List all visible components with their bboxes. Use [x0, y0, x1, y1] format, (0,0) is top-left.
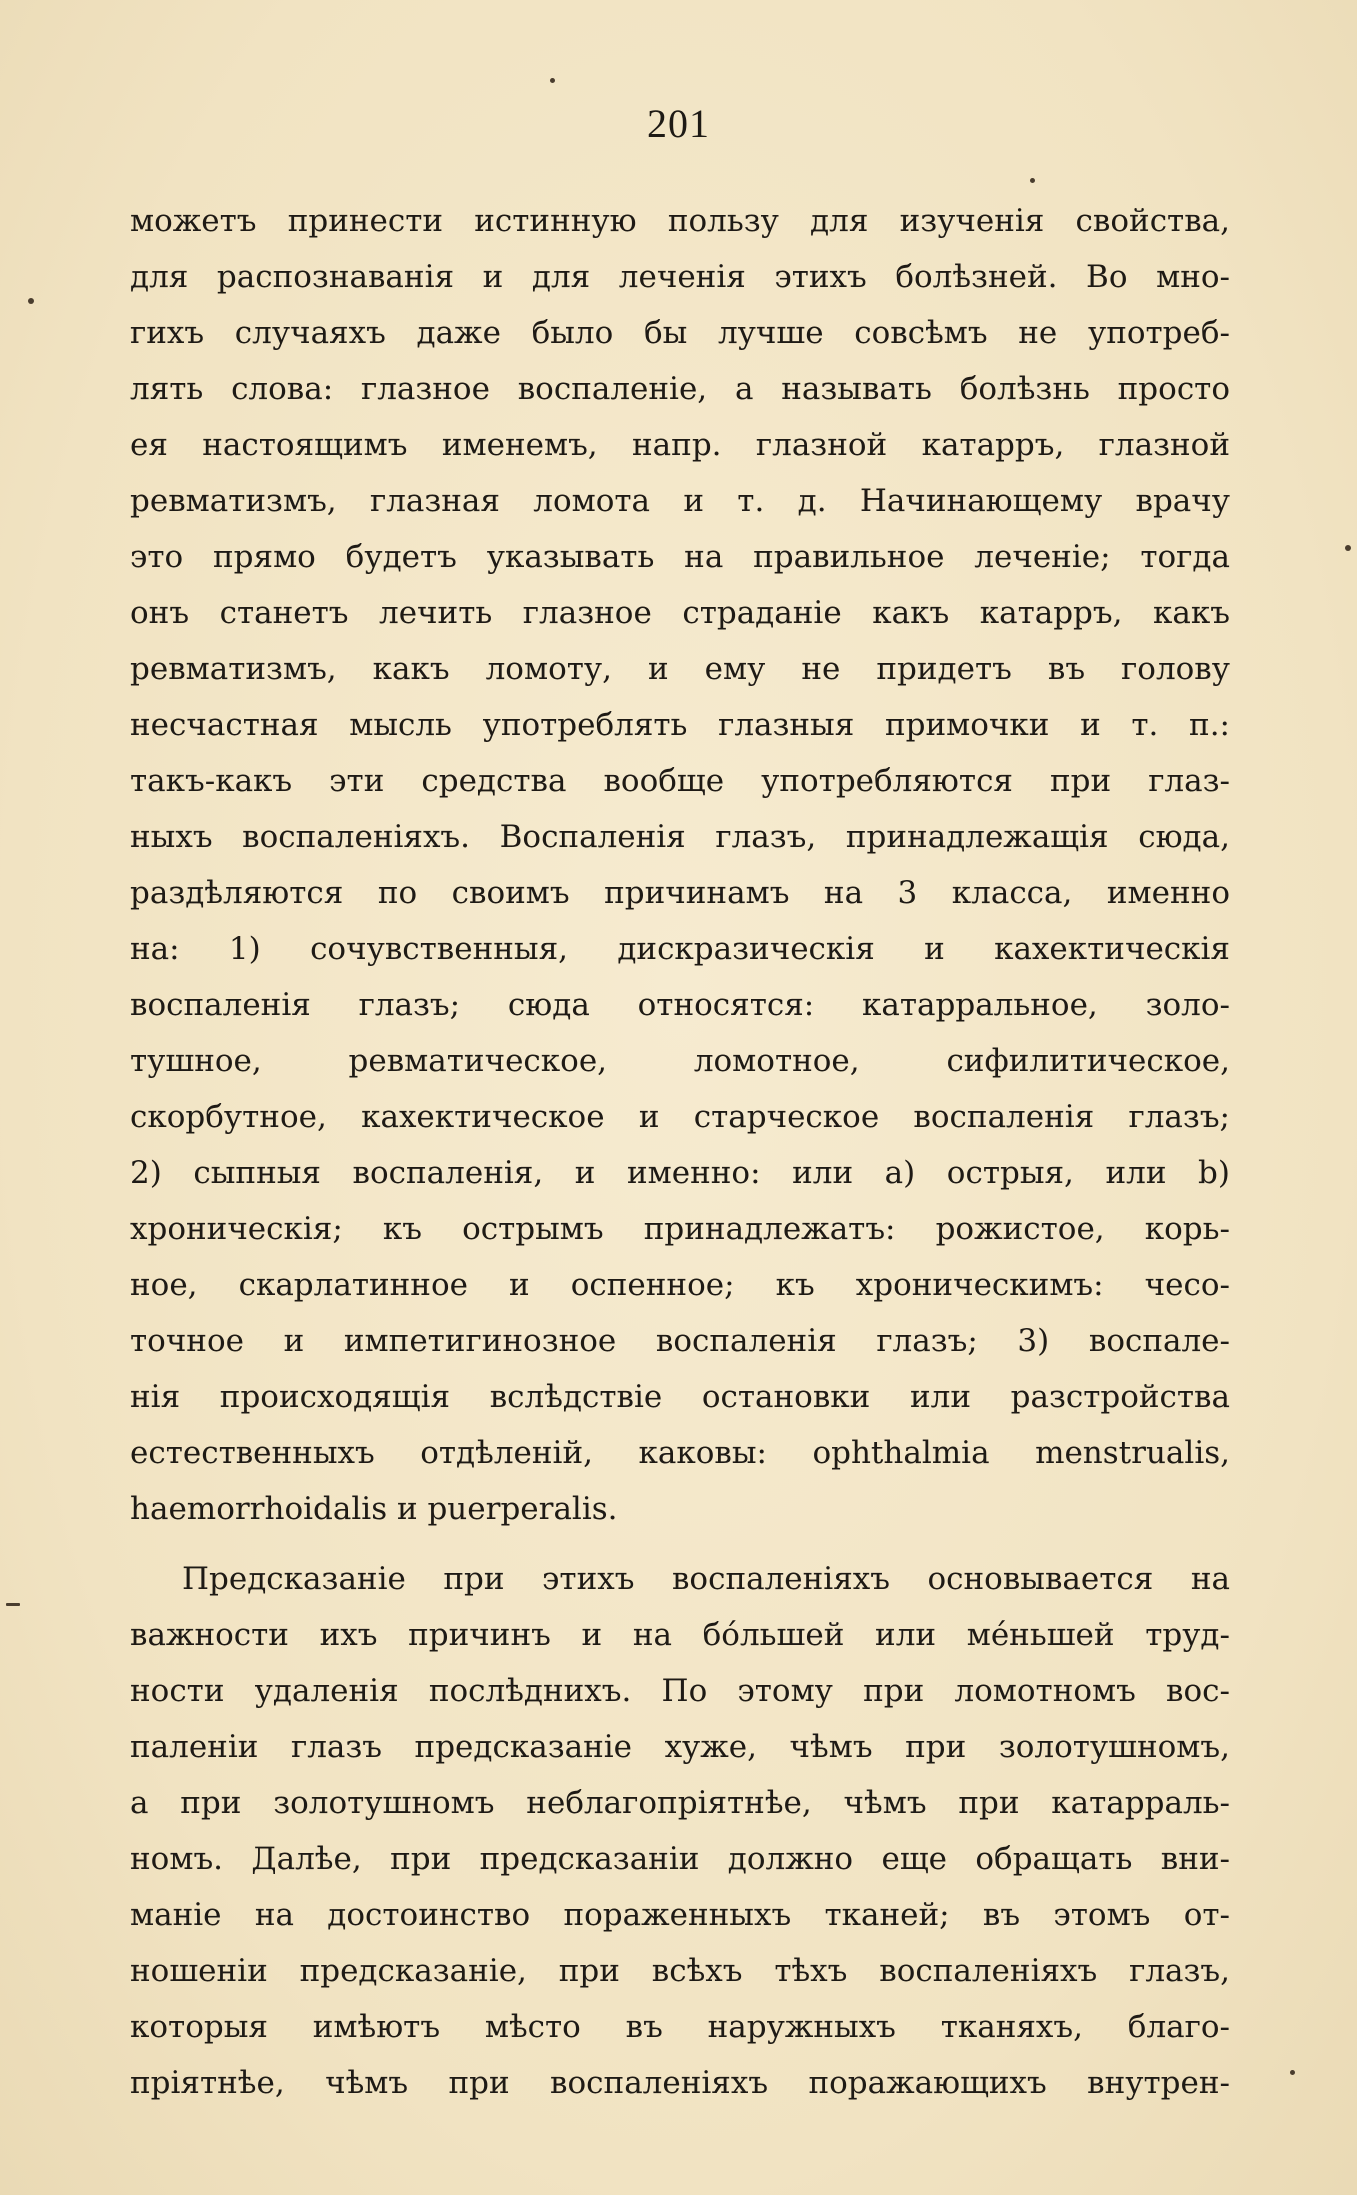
body-text: [130, 193, 1230, 2111]
text-line: пріятнѣе, чѣмъ при воспаленіяхъ поражающихъ внутрен-: [130, 2065, 1230, 2101]
text-line: ношеніи предсказаніе, при всѣхъ тѣхъ воспаленіяхъ глазъ,: [130, 1953, 1230, 1989]
text-line: раздѣляются по своимъ причинамъ на 3 класса, именно: [130, 875, 1230, 911]
text-line: скорбутное, кахектическое и старческое воспаленія глазъ;: [130, 1099, 1230, 1135]
text-line: для распознаванія и для леченія этихъ болѣзней. Во мно-: [130, 259, 1230, 295]
page-number: 201: [647, 101, 710, 146]
text-line: хроническія; къ острымъ принадлежатъ: рожистое, корь-: [130, 1211, 1230, 1247]
text-line: важности ихъ причинъ и на бо́льшей или ме́ньшей труд-: [130, 1617, 1230, 1653]
ink-speck: [28, 298, 34, 304]
text-line: лять слова: глазное воспаленіе, а называть болѣзнь просто: [130, 371, 1230, 407]
ink-speck: [1030, 178, 1035, 183]
paragraph-2: [130, 1551, 1230, 2111]
text-line: тушное, ревматическое, ломотное, сифилитическое,: [130, 1043, 1230, 1079]
text-line: ревматизмъ, какъ ломоту, и ему не придетъ въ голову: [130, 651, 1230, 687]
text-line: такъ-какъ эти средства вообще употребляются при глаз-: [130, 763, 1230, 799]
text-line: которыя имѣютъ мѣсто въ наружныхъ тканяхъ, благо-: [130, 2009, 1230, 2045]
text-line: на: 1) сочувственныя, дискразическія и кахектическія: [130, 931, 1230, 967]
text-line: точное и импетигинозное воспаленія глазъ; 3) воспале-: [130, 1323, 1230, 1359]
text-line: haemorrhoidalis и puerperalis.: [130, 1491, 618, 1527]
text-line: гихъ случаяхъ даже было бы лучше совсѣмъ не употреб-: [130, 315, 1230, 351]
paragraph-1: [130, 193, 1230, 1537]
ink-speck: [550, 78, 555, 83]
text-line: номъ. Далѣе, при предсказаніи должно еще обращать вни-: [130, 1841, 1230, 1877]
text-line: паленіи глазъ предсказаніе хуже, чѣмъ при золотушномъ,: [130, 1729, 1230, 1765]
text-line: нія происходящія вслѣдствіе остановки или разстройства: [130, 1379, 1230, 1415]
text-line: ное, скарлатинное и оспенное; къ хроническимъ: чесо-: [130, 1267, 1230, 1303]
text-line: а при золотушномъ неблагопріятнѣе, чѣмъ при катарраль-: [130, 1785, 1230, 1821]
ink-speck: [1290, 2070, 1295, 2075]
text-line: Предсказаніе при этихъ воспаленіяхъ основывается на: [182, 1561, 1230, 1597]
ink-speck: [1345, 545, 1351, 551]
text-line: это прямо будетъ указывать на правильное леченіе; тогда: [130, 539, 1230, 575]
paragraph-gap: [130, 1537, 1230, 1551]
text-line: ныхъ воспаленіяхъ. Воспаленія глазъ, принадлежащія сюда,: [130, 819, 1230, 855]
ink-speck: [6, 1603, 20, 1606]
text-line: можетъ принести истинную пользу для изученія свойства,: [130, 203, 1230, 239]
text-line: естественныхъ отдѣленій, каковы: ophthalmia menstrualis,: [130, 1435, 1230, 1471]
text-line: воспаленія глазъ; сюда относятся: катарральное, золо-: [130, 987, 1230, 1023]
text-line: онъ станетъ лечить глазное страданіе какъ катарръ, какъ: [130, 595, 1230, 631]
text-line: ревматизмъ, глазная ломота и т. д. Начинающему врачу: [130, 483, 1230, 519]
text-line: ности удаленія послѣднихъ. По этому при ломотномъ вос-: [130, 1673, 1230, 1709]
text-line: 2) сыпныя воспаленія, и именно: или а) острыя, или b): [130, 1155, 1230, 1191]
text-line: маніе на достоинство пораженныхъ тканей; въ этомъ от-: [130, 1897, 1230, 1933]
text-line: ея настоящимъ именемъ, напр. глазной катарръ, глазной: [130, 427, 1230, 463]
text-line: несчастная мысль употреблять глазныя примочки и т. п.:: [130, 707, 1230, 743]
